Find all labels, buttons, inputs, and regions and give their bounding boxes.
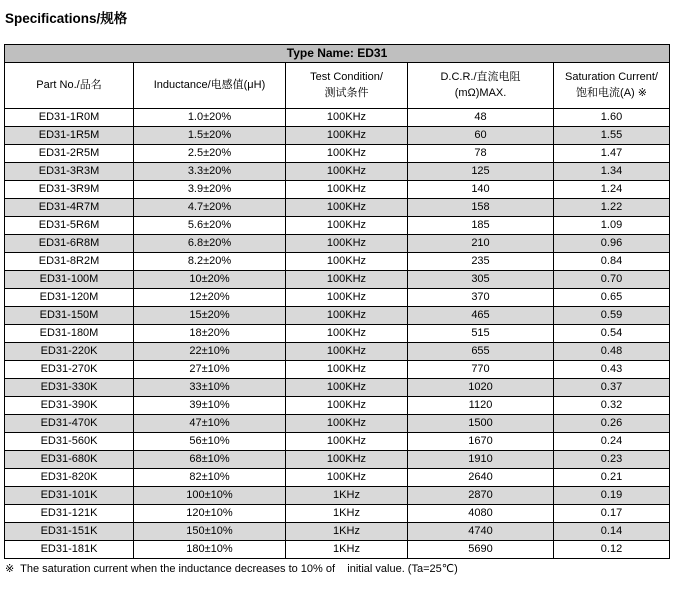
cell-dcr: 370	[408, 289, 554, 307]
cell-dcr: 78	[408, 145, 554, 163]
table-row	[5, 163, 670, 181]
cell-part-no: ED31-270K	[5, 361, 134, 379]
cell-part-no: ED31-180M	[5, 325, 134, 343]
cell-inductance: 82±10%	[134, 469, 286, 487]
column-header-part-no	[5, 63, 134, 109]
cell-test-condition: 100KHz	[286, 163, 408, 181]
cell-inductance: 15±20%	[134, 307, 286, 325]
cell-dcr: 185	[408, 217, 554, 235]
cell-part-no: ED31-1R0M	[5, 109, 134, 127]
cell-inductance: 39±10%	[134, 397, 286, 415]
cell-dcr: 1670	[408, 433, 554, 451]
table-row	[5, 145, 670, 163]
cell-saturation-current: 0.19	[554, 487, 670, 505]
cell-part-no: ED31-151K	[5, 523, 134, 541]
cell-saturation-current: 0.17	[554, 505, 670, 523]
cell-saturation-current: 0.14	[554, 523, 670, 541]
table-row	[5, 469, 670, 487]
cell-part-no: ED31-8R2M	[5, 253, 134, 271]
cell-saturation-current: 0.96	[554, 235, 670, 253]
cell-inductance: 8.2±20%	[134, 253, 286, 271]
cell-inductance: 4.7±20%	[134, 199, 286, 217]
cell-part-no: ED31-120M	[5, 289, 134, 307]
cell-dcr: 140	[408, 181, 554, 199]
cell-saturation-current: 1.55	[554, 127, 670, 145]
table-row	[5, 433, 670, 451]
cell-test-condition: 1KHz	[286, 523, 408, 541]
cell-test-condition: 1KHz	[286, 505, 408, 523]
column-header-dcr-line1: D.C.R./直流电阻	[440, 70, 521, 83]
spec-table	[4, 44, 670, 559]
cell-test-condition: 100KHz	[286, 451, 408, 469]
column-header-saturation-current-line1: Saturation Current/	[565, 70, 658, 83]
cell-inductance: 3.3±20%	[134, 163, 286, 181]
cell-saturation-current: 1.22	[554, 199, 670, 217]
cell-inductance: 100±10%	[134, 487, 286, 505]
cell-part-no: ED31-2R5M	[5, 145, 134, 163]
cell-inductance: 47±10%	[134, 415, 286, 433]
type-name-header: Type Name: ED31	[5, 45, 670, 63]
cell-dcr: 305	[408, 271, 554, 289]
cell-dcr: 125	[408, 163, 554, 181]
cell-inductance: 56±10%	[134, 433, 286, 451]
table-row	[5, 361, 670, 379]
cell-part-no: ED31-560K	[5, 433, 134, 451]
cell-inductance: 1.0±20%	[134, 109, 286, 127]
cell-inductance: 3.9±20%	[134, 181, 286, 199]
cell-dcr: 655	[408, 343, 554, 361]
cell-test-condition: 100KHz	[286, 343, 408, 361]
cell-part-no: ED31-101K	[5, 487, 134, 505]
column-header-dcr-line2: (mΩ)MAX.	[454, 86, 507, 99]
cell-test-condition: 100KHz	[286, 469, 408, 487]
cell-saturation-current: 0.26	[554, 415, 670, 433]
cell-test-condition: 100KHz	[286, 307, 408, 325]
cell-test-condition: 100KHz	[286, 361, 408, 379]
cell-saturation-current: 0.23	[554, 451, 670, 469]
table-row	[5, 523, 670, 541]
cell-saturation-current: 0.24	[554, 433, 670, 451]
column-header-inductance-label: Inductance/电感值(μH)	[153, 78, 266, 91]
table-row	[5, 307, 670, 325]
cell-inductance: 33±10%	[134, 379, 286, 397]
cell-dcr: 60	[408, 127, 554, 145]
cell-part-no: ED31-3R3M	[5, 163, 134, 181]
cell-dcr: 1910	[408, 451, 554, 469]
table-row	[5, 253, 670, 271]
cell-dcr: 235	[408, 253, 554, 271]
cell-dcr: 1020	[408, 379, 554, 397]
cell-part-no: ED31-220K	[5, 343, 134, 361]
type-name-row	[5, 45, 670, 63]
table-row	[5, 415, 670, 433]
table-row	[5, 541, 670, 559]
cell-dcr: 770	[408, 361, 554, 379]
table-row	[5, 127, 670, 145]
cell-dcr: 2870	[408, 487, 554, 505]
cell-inductance: 10±20%	[134, 271, 286, 289]
table-row	[5, 271, 670, 289]
cell-saturation-current: 0.70	[554, 271, 670, 289]
column-header-dcr	[408, 63, 554, 109]
column-header-row	[5, 63, 670, 109]
column-header-saturation-current-line2: 饱和电流(A) ※	[576, 86, 647, 99]
cell-inductance: 5.6±20%	[134, 217, 286, 235]
cell-saturation-current: 0.43	[554, 361, 670, 379]
cell-part-no: ED31-181K	[5, 541, 134, 559]
cell-saturation-current: 0.32	[554, 397, 670, 415]
cell-test-condition: 100KHz	[286, 397, 408, 415]
cell-saturation-current: 0.54	[554, 325, 670, 343]
cell-test-condition: 100KHz	[286, 217, 408, 235]
cell-dcr: 4740	[408, 523, 554, 541]
cell-part-no: ED31-3R9M	[5, 181, 134, 199]
cell-part-no: ED31-1R5M	[5, 127, 134, 145]
cell-dcr: 465	[408, 307, 554, 325]
cell-dcr: 1500	[408, 415, 554, 433]
column-header-inductance	[134, 63, 286, 109]
cell-test-condition: 100KHz	[286, 235, 408, 253]
cell-part-no: ED31-121K	[5, 505, 134, 523]
column-header-test-condition-line1: Test Condition/	[310, 70, 383, 83]
cell-saturation-current: 0.37	[554, 379, 670, 397]
table-row	[5, 235, 670, 253]
cell-dcr: 158	[408, 199, 554, 217]
table-row	[5, 109, 670, 127]
cell-test-condition: 100KHz	[286, 181, 408, 199]
cell-test-condition: 100KHz	[286, 379, 408, 397]
cell-test-condition: 100KHz	[286, 109, 408, 127]
cell-part-no: ED31-100M	[5, 271, 134, 289]
cell-dcr: 1120	[408, 397, 554, 415]
cell-test-condition: 1KHz	[286, 541, 408, 559]
cell-part-no: ED31-330K	[5, 379, 134, 397]
cell-dcr: 515	[408, 325, 554, 343]
table-row	[5, 343, 670, 361]
cell-dcr: 2640	[408, 469, 554, 487]
cell-test-condition: 100KHz	[286, 271, 408, 289]
cell-inductance: 1.5±20%	[134, 127, 286, 145]
cell-part-no: ED31-470K	[5, 415, 134, 433]
cell-inductance: 2.5±20%	[134, 145, 286, 163]
cell-part-no: ED31-820K	[5, 469, 134, 487]
cell-inductance: 27±10%	[134, 361, 286, 379]
cell-dcr: 48	[408, 109, 554, 127]
column-header-test-condition	[286, 63, 408, 109]
table-row	[5, 289, 670, 307]
cell-saturation-current: 1.60	[554, 109, 670, 127]
cell-saturation-current: 0.48	[554, 343, 670, 361]
column-header-part-no-label: Part No./品名	[36, 78, 102, 91]
page-title: Specifications/规格	[5, 11, 128, 26]
cell-test-condition: 100KHz	[286, 289, 408, 307]
cell-dcr: 5690	[408, 541, 554, 559]
cell-saturation-current: 0.59	[554, 307, 670, 325]
cell-saturation-current: 0.21	[554, 469, 670, 487]
table-row	[5, 199, 670, 217]
cell-part-no: ED31-680K	[5, 451, 134, 469]
cell-inductance: 150±10%	[134, 523, 286, 541]
cell-test-condition: 100KHz	[286, 415, 408, 433]
table-row	[5, 397, 670, 415]
cell-inductance: 6.8±20%	[134, 235, 286, 253]
cell-part-no: ED31-390K	[5, 397, 134, 415]
cell-inductance: 180±10%	[134, 541, 286, 559]
cell-saturation-current: 1.34	[554, 163, 670, 181]
cell-saturation-current: 0.12	[554, 541, 670, 559]
cell-test-condition: 100KHz	[286, 127, 408, 145]
cell-inductance: 120±10%	[134, 505, 286, 523]
cell-test-condition: 100KHz	[286, 145, 408, 163]
cell-inductance: 12±20%	[134, 289, 286, 307]
cell-part-no: ED31-5R6M	[5, 217, 134, 235]
cell-part-no: ED31-6R8M	[5, 235, 134, 253]
table-row	[5, 379, 670, 397]
cell-saturation-current: 1.24	[554, 181, 670, 199]
cell-inductance: 18±20%	[134, 325, 286, 343]
spec-table-head	[5, 45, 670, 109]
saturation-footnote: ※ The saturation current when the inductance decreases to 10% of initial value. (Ta=25℃)	[5, 563, 458, 575]
cell-test-condition: 100KHz	[286, 433, 408, 451]
cell-saturation-current: 1.47	[554, 145, 670, 163]
table-row	[5, 181, 670, 199]
cell-inductance: 68±10%	[134, 451, 286, 469]
cell-dcr: 210	[408, 235, 554, 253]
cell-test-condition: 100KHz	[286, 199, 408, 217]
cell-inductance: 22±10%	[134, 343, 286, 361]
spec-table-body	[5, 109, 670, 559]
cell-test-condition: 1KHz	[286, 487, 408, 505]
cell-saturation-current: 0.84	[554, 253, 670, 271]
table-row	[5, 487, 670, 505]
table-row	[5, 217, 670, 235]
cell-saturation-current: 0.65	[554, 289, 670, 307]
cell-test-condition: 100KHz	[286, 325, 408, 343]
cell-dcr: 4080	[408, 505, 554, 523]
column-header-saturation-current	[554, 63, 670, 109]
column-header-test-condition-line2: 测试条件	[324, 86, 369, 99]
cell-part-no: ED31-150M	[5, 307, 134, 325]
table-row	[5, 325, 670, 343]
cell-saturation-current: 1.09	[554, 217, 670, 235]
table-row	[5, 505, 670, 523]
cell-test-condition: 100KHz	[286, 253, 408, 271]
cell-part-no: ED31-4R7M	[5, 199, 134, 217]
table-row	[5, 451, 670, 469]
